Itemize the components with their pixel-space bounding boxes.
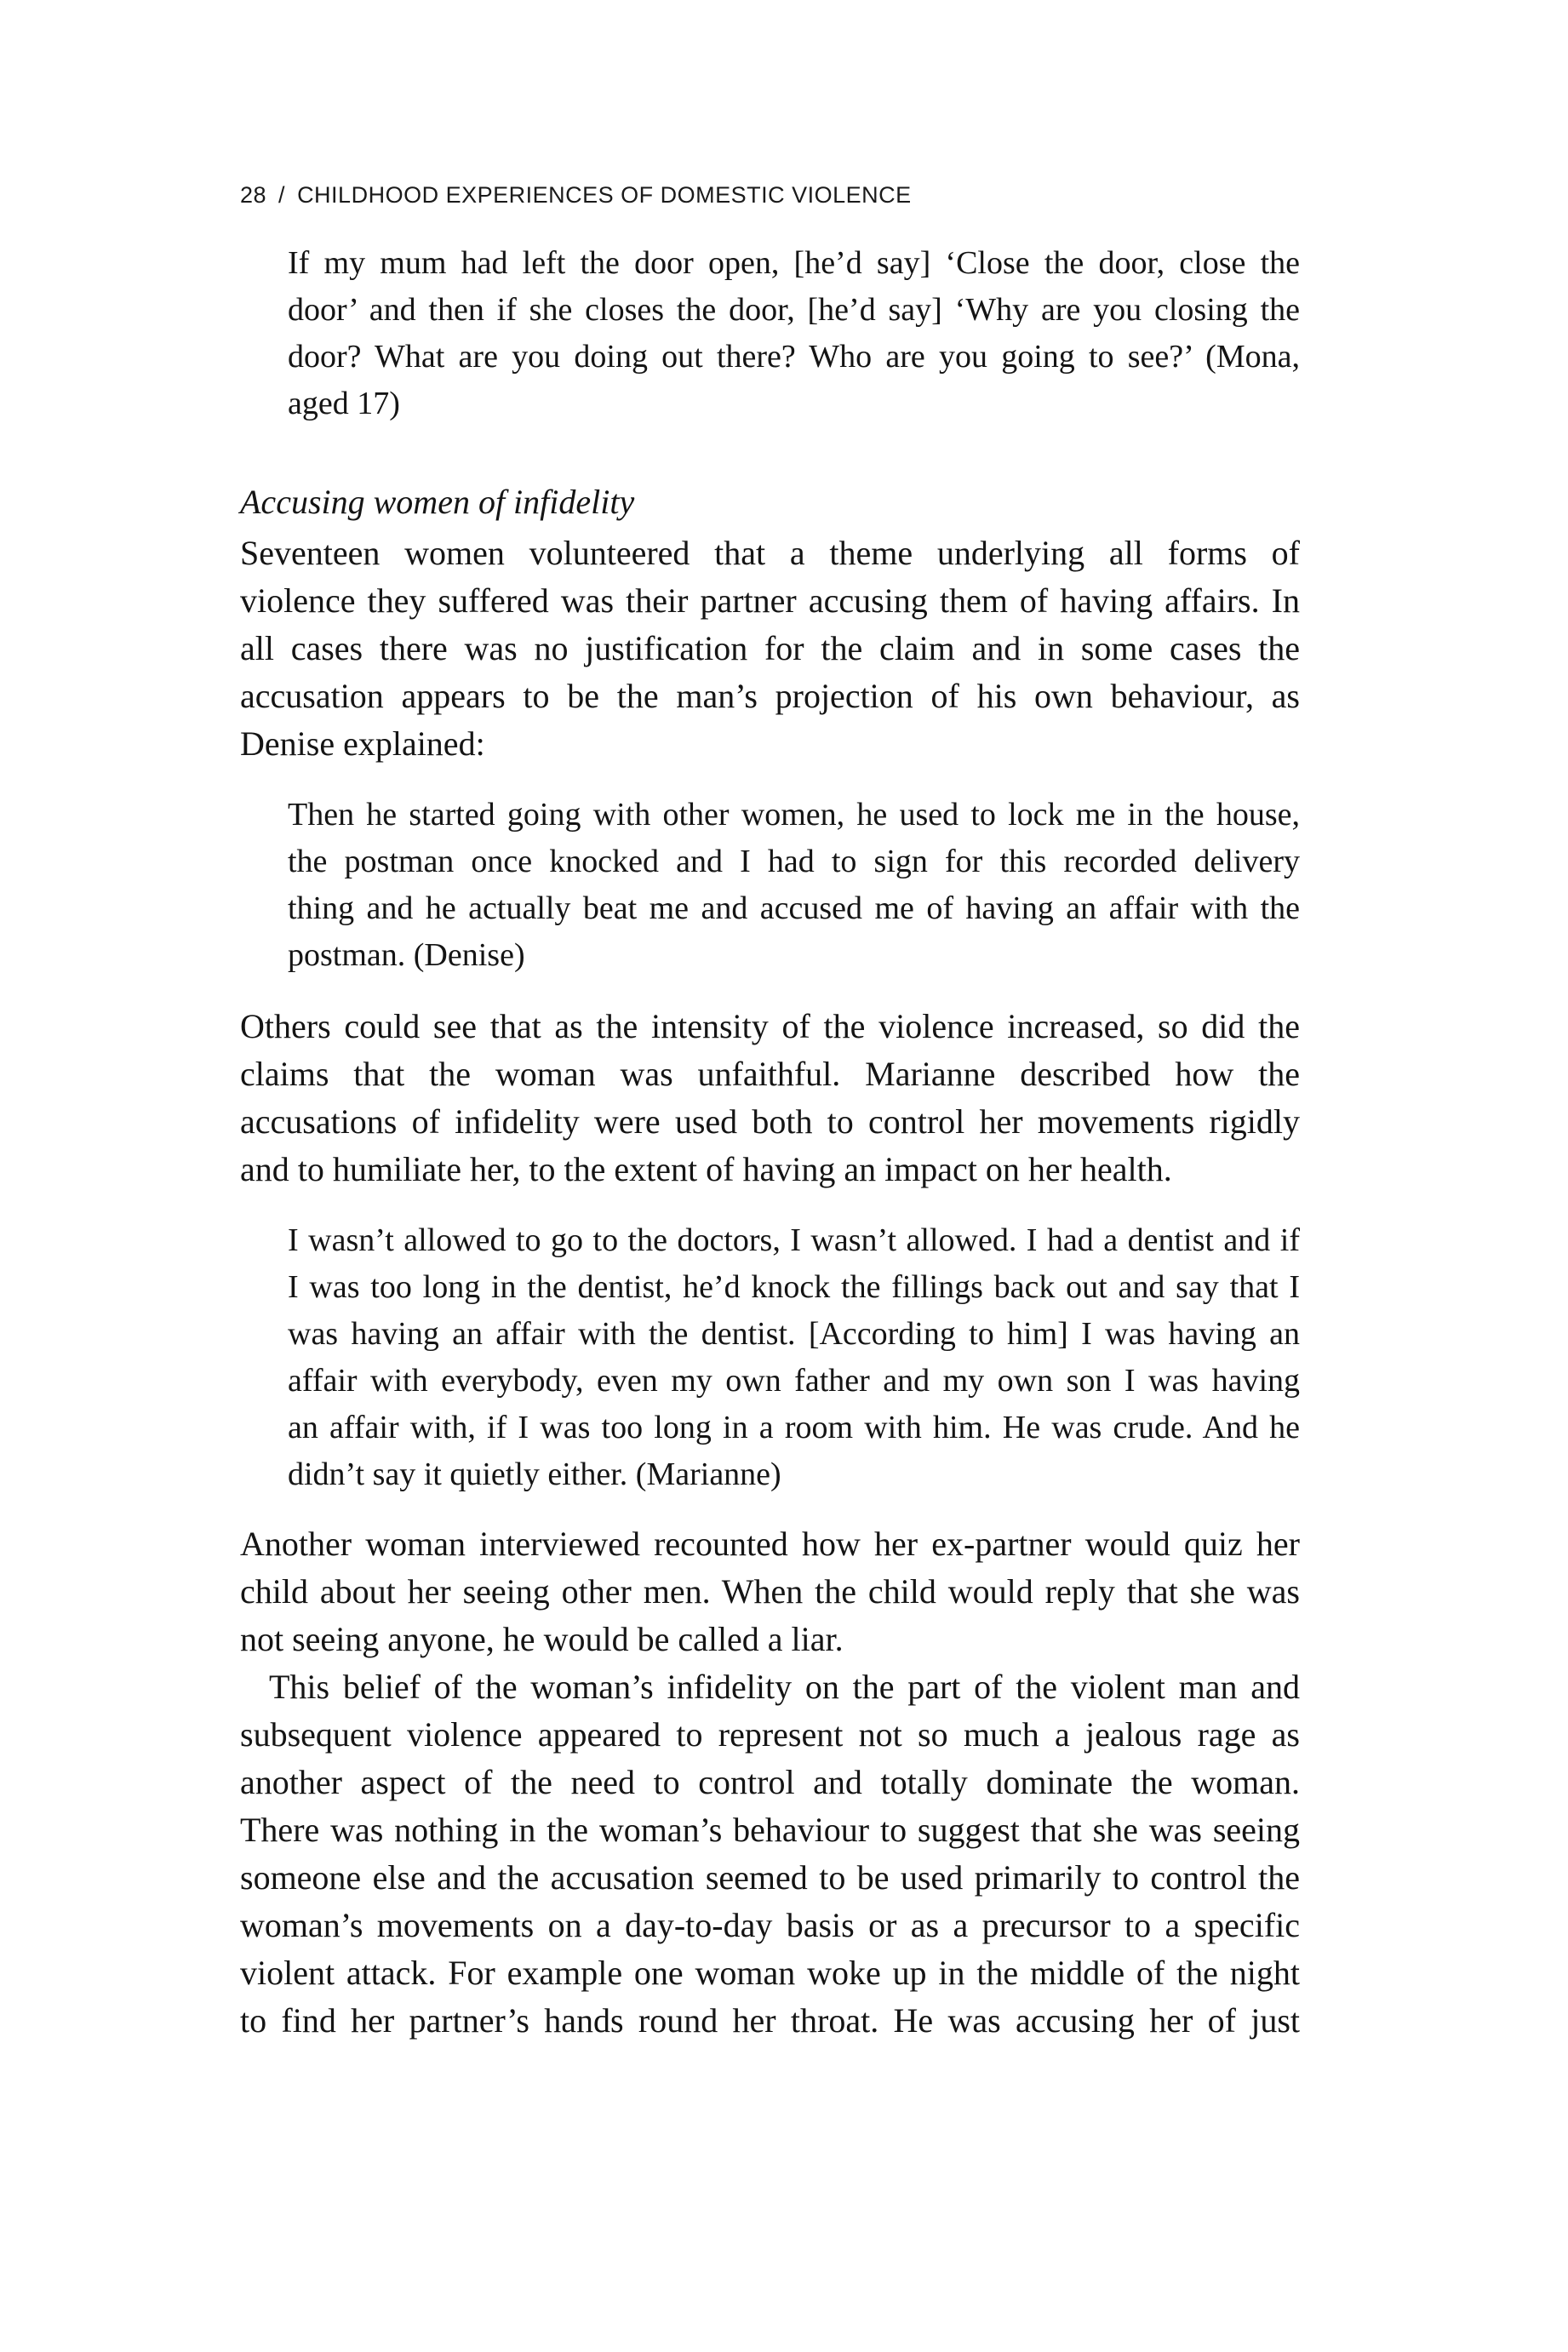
quote-line: postman. (Denise) bbox=[288, 937, 525, 973]
paragraph-line: accusation appears to be the man’s projection of his own behaviour, as bbox=[240, 677, 1300, 715]
running-head-separator: / bbox=[278, 182, 286, 208]
page-number: 28 bbox=[240, 182, 267, 208]
paragraph-line: This belief of the woman’s infidelity on the part of the violent man and bbox=[269, 1668, 1300, 1706]
block-quote-denise bbox=[288, 792, 1300, 979]
quote-line: an affair with, if I was too long in a room with him. He was crude. And he bbox=[288, 1410, 1300, 1445]
quote-line: Then he started going with other women, he used to lock me in the house, bbox=[288, 797, 1300, 833]
quote-line: If my mum had left the door open, [he’d say] ‘Close the door, close the bbox=[288, 245, 1300, 281]
paragraph-line: woman’s movements on a day-to-day basis or as a precursor to a specific bbox=[240, 1906, 1300, 1944]
paragraph-another-woman bbox=[240, 1520, 1300, 1663]
paragraph-line: claims that the woman was unfaithful. Marianne described how the bbox=[240, 1055, 1300, 1093]
block-quote-marianne bbox=[288, 1217, 1300, 1498]
paragraph-accusing bbox=[240, 529, 1300, 768]
paragraph-line: Denise explained: bbox=[240, 724, 485, 763]
paragraph-line: Another woman interviewed recounted how her ex-partner would quiz her bbox=[240, 1525, 1300, 1563]
quote-line: didn’t say it quietly either. (Marianne) bbox=[288, 1456, 781, 1492]
quote-line: the postman once knocked and I had to sign for this recorded delivery bbox=[288, 844, 1300, 879]
quote-line: I wasn’t allowed to go to the doctors, I wasn’t allowed. I had a dentist and if bbox=[288, 1222, 1300, 1258]
block-quote-mona bbox=[288, 240, 1300, 427]
quote-line: door’ and then if she closes the door, [he’d say] ‘Why are you closing the bbox=[288, 292, 1300, 328]
running-head bbox=[240, 182, 912, 209]
paragraph-line: child about her seeing other men. When the child would reply that she was bbox=[240, 1572, 1300, 1611]
paragraph-line: someone else and the accusation seemed to be used primarily to control the bbox=[240, 1858, 1300, 1897]
quote-line: I was too long in the dentist, he’d knock the fillings back out and say that I bbox=[288, 1269, 1300, 1305]
paragraph-line: accusations of infidelity were used both to control her movements rigidly bbox=[240, 1102, 1300, 1141]
quote-line: thing and he actually beat me and accused me of having an affair with the bbox=[288, 890, 1300, 926]
paragraph-line: There was nothing in the woman’s behaviour to suggest that she was seeing bbox=[240, 1811, 1300, 1849]
quote-line: door? What are you doing out there? Who are you going to see?’ (Mona, bbox=[288, 339, 1300, 375]
paragraph-line: Seventeen women volunteered that a theme underlying all forms of bbox=[240, 534, 1300, 572]
paragraph-line: to find her partner’s hands round her throat. He was accusing her of just bbox=[240, 2001, 1300, 2040]
quote-line: was having an affair with the dentist. [According to him] I was having an bbox=[288, 1316, 1300, 1352]
paragraph-line: subsequent violence appeared to represent not so much a jealous rage as bbox=[240, 1715, 1300, 1754]
quote-line: aged 17) bbox=[288, 386, 400, 421]
paragraph-line: violent attack. For example one woman woke up in the middle of the night bbox=[240, 1954, 1300, 1992]
paragraph-belief bbox=[240, 1663, 1300, 2045]
paragraph-line: and to humiliate her, to the extent of having an impact on her health. bbox=[240, 1150, 1172, 1188]
running-head-title: CHILDHOOD EXPERIENCES OF DOMESTIC VIOLENCE bbox=[297, 182, 912, 208]
paragraph-line: all cases there was no justification for the claim and in some cases the bbox=[240, 629, 1300, 667]
section-heading: Accusing women of infidelity bbox=[240, 483, 635, 521]
paragraph-line: not seeing anyone, he would be called a liar. bbox=[240, 1620, 844, 1658]
paragraph-line: Others could see that as the intensity of the violence increased, so did the bbox=[240, 1007, 1300, 1045]
quote-line: affair with everybody, even my own father and my own son I was having bbox=[288, 1363, 1300, 1399]
paragraph-line: another aspect of the need to control and totally dominate the woman. bbox=[240, 1763, 1300, 1801]
paragraph-others bbox=[240, 1003, 1300, 1193]
paragraph-line: violence they suffered was their partner accusing them of having affairs. In bbox=[240, 581, 1300, 620]
